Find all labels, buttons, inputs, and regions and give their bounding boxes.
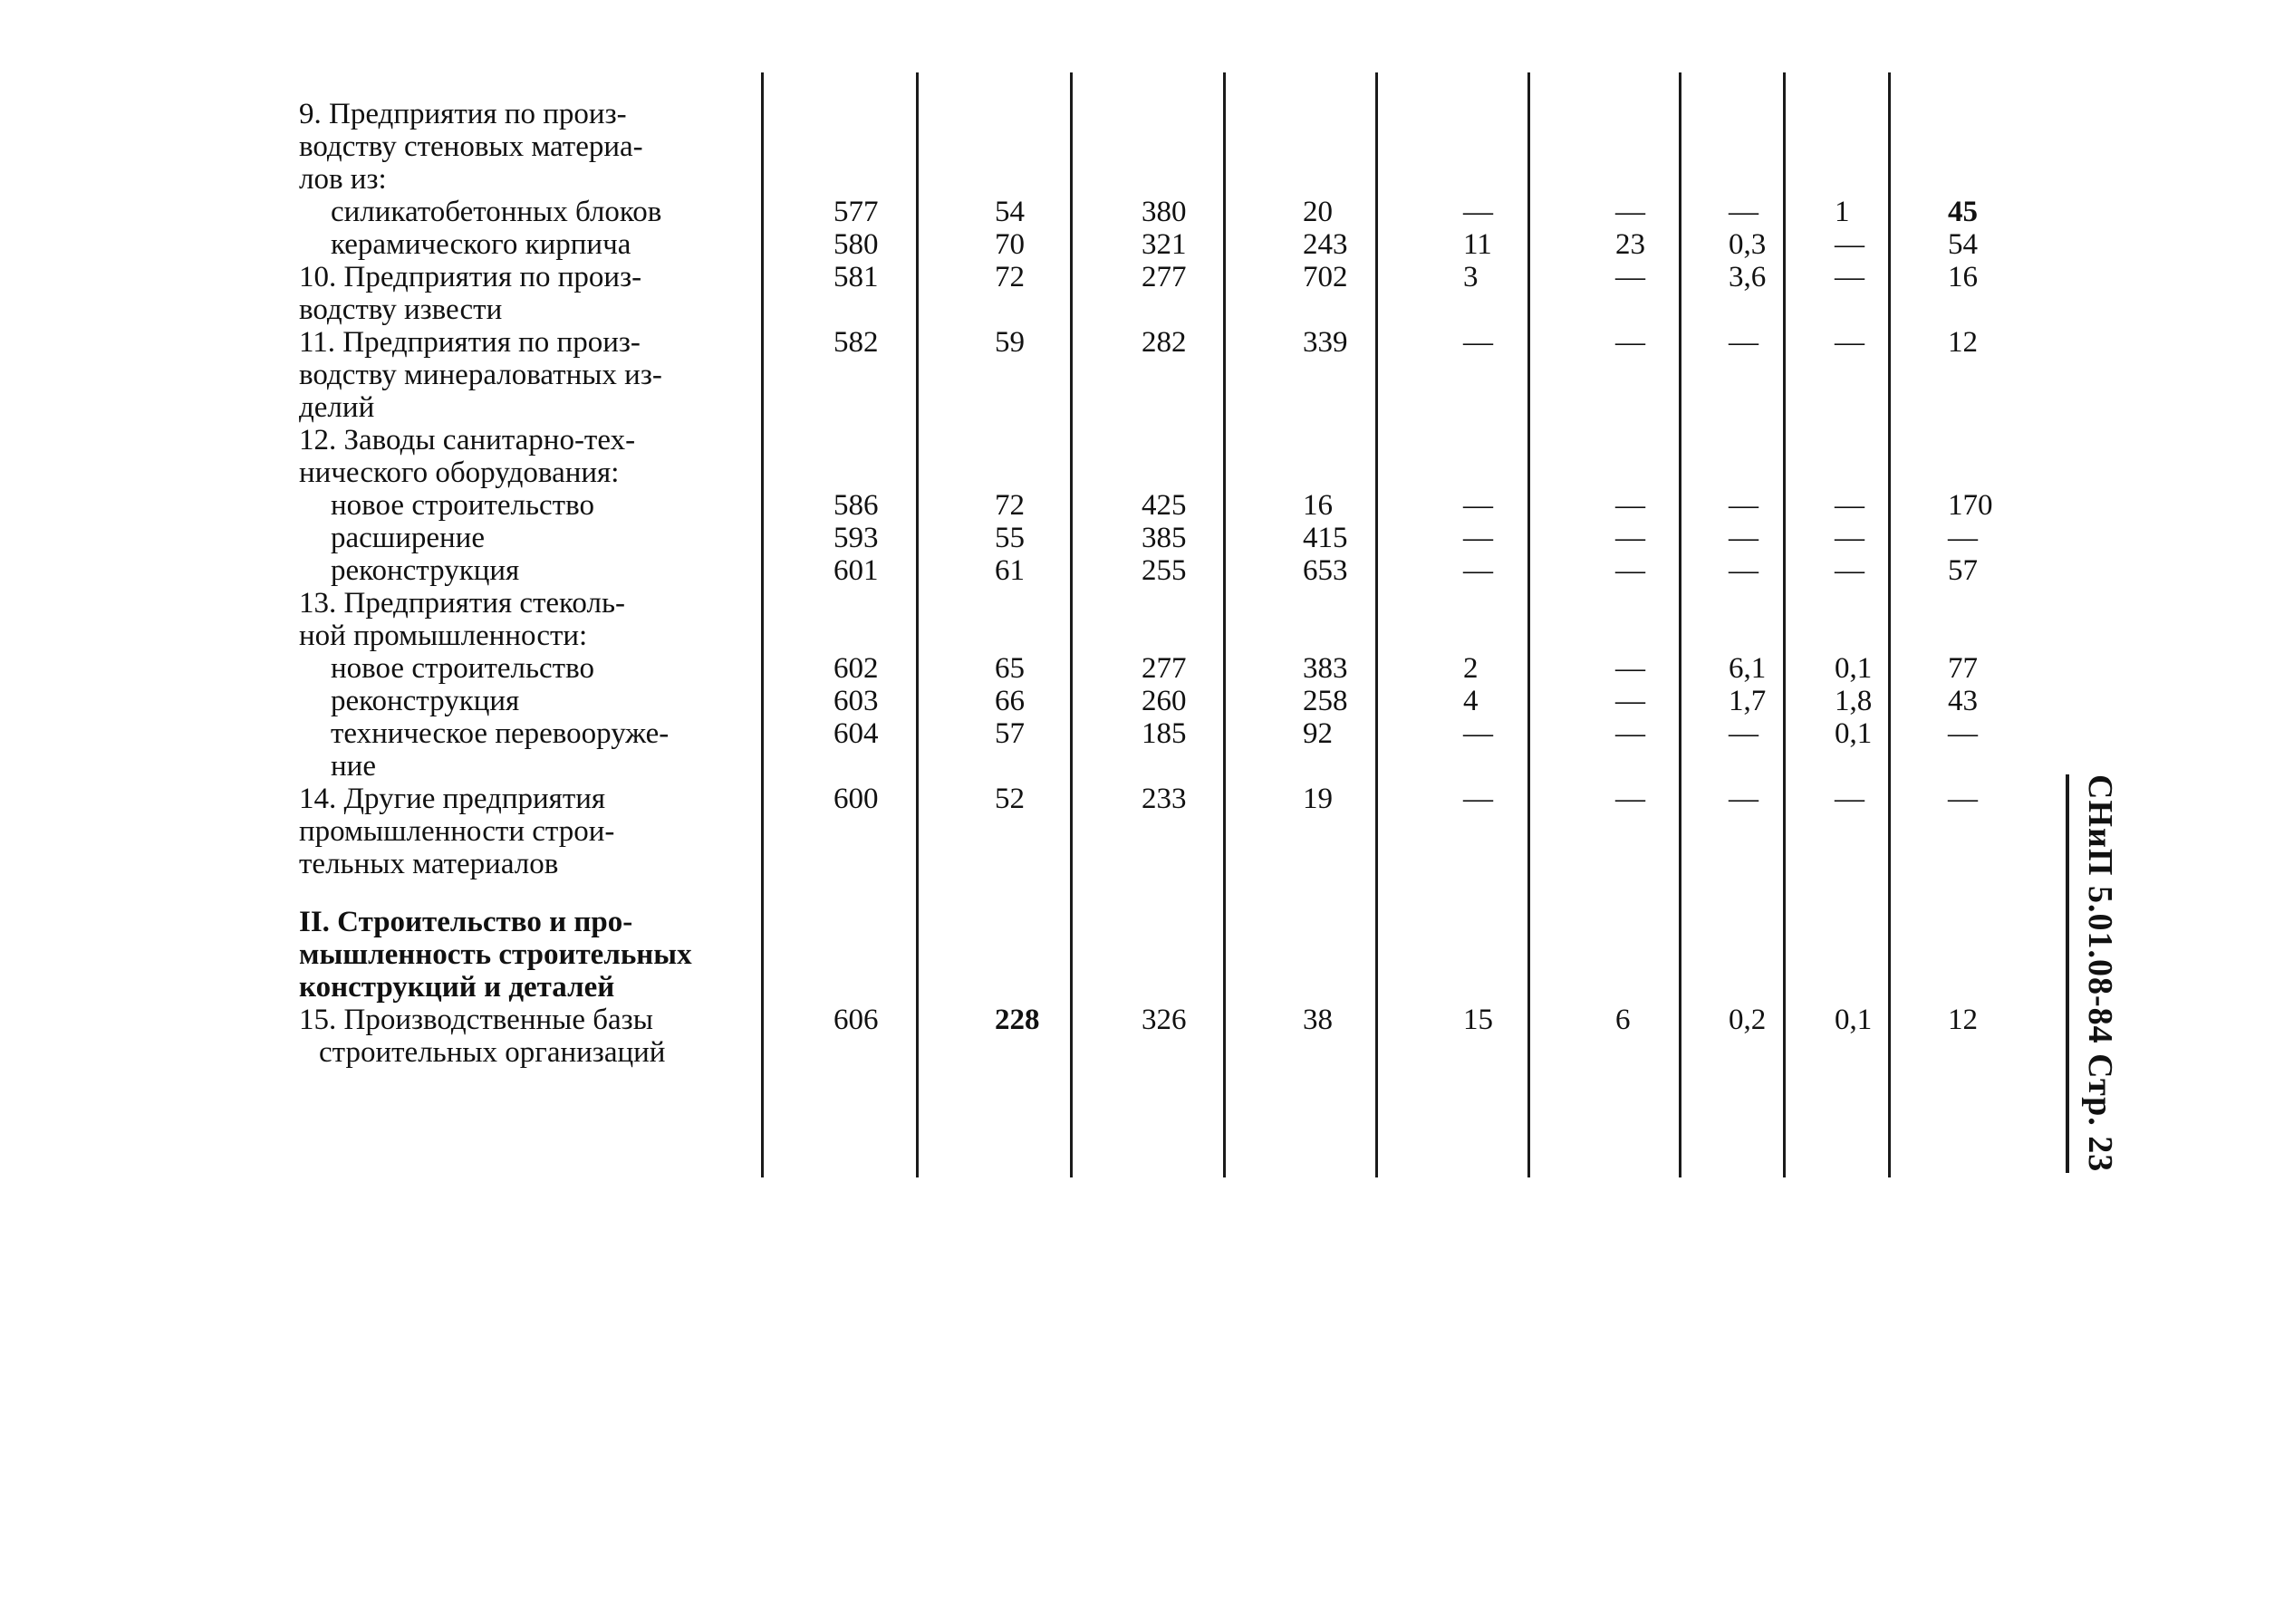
column-rule-7 xyxy=(1679,72,1681,1177)
row-label: ние xyxy=(331,750,376,783)
row-label: делий xyxy=(299,391,375,424)
row-label: водству минераловатных из- xyxy=(299,359,662,391)
row-label: водству извести xyxy=(299,293,503,326)
column-rule-2 xyxy=(916,72,919,1177)
row-label: конструкций и деталей xyxy=(299,971,615,1004)
column-rule-9 xyxy=(1888,72,1891,1177)
row-label: реконструкция xyxy=(331,685,520,717)
column-rule-4 xyxy=(1223,72,1226,1177)
side-stamp-text: СНиП 5.01.08-84 Стр. 23 xyxy=(2081,774,2119,1173)
row-label: водству стеновых материа- xyxy=(299,130,643,163)
row-label: промышленности строи- xyxy=(299,815,615,848)
document-page: 9. Предприятия по произ- водству стеновых материа- лов из: силикатобетонных блоков 577 54 380 20 — — — 1 45 керамического кирпича 580 70 321 243 11 23 0,3 — 54 10. Предприятия по произ- 581 72 277 702 3 — 3,6 — 16 водству извести 11. Предприятия по произ- 582 59 282 339 — — — — 12 водству минераловатных из- делий 12. Заводы санитарно-тех- нического оборудования: новое строительство 586 72 425 16 — — — — 170 расширение 593 55 385 415 — — — — — реконструкция 601 61 255 653 — — — — 57 13. Предприятия стеколь- ной промышленности: новое строительство 602 65 277 383 2 — 6,1 0,1 77 реконструкция 603 66 260 258 4 — 1,7 1,8 43 техническое перевооруже- 604 57 185 92 — — — 0,1 — ние 14. Другие предприятия 600 52 233 19 — — — — — промышленности строи- тельных материалов II. Строительство и про- мышленность строительных конструкций и деталей 15. Производственные базы 606 228 326 38 15 6 0,2 0,1 12 строительных организаций СНиП 5.01.08-84 Стр. 23 xyxy=(0,0,2274,1624)
row-label: 12. Заводы санитарно-тех- xyxy=(299,424,636,456)
row-label: новое строительство xyxy=(331,652,594,685)
column-rule-5 xyxy=(1375,72,1378,1177)
row-label: новое строительство xyxy=(331,489,594,522)
row-label: керамического кирпича xyxy=(331,228,631,261)
row-label: мышленность строительных xyxy=(299,938,692,971)
row-label: 14. Другие предприятия xyxy=(299,783,606,815)
column-rule-1 xyxy=(761,72,764,1177)
row-label: 9. Предприятия по произ- xyxy=(299,98,627,130)
row-label: 13. Предприятия стеколь- xyxy=(299,587,625,620)
row-label: тельных материалов xyxy=(299,848,559,880)
row-label: строительных организаций xyxy=(319,1036,666,1069)
row-label: 15. Производственные базы xyxy=(299,1004,653,1036)
row-label: расширение xyxy=(331,522,485,554)
row-label: реконструкция xyxy=(331,554,520,587)
row-label: техническое перевооруже- xyxy=(331,717,670,750)
column-rule-8 xyxy=(1783,72,1786,1177)
row-label: ной промышленности: xyxy=(299,620,588,652)
row-label: нического оборудования: xyxy=(299,456,620,489)
row-label: 10. Предприятия по произ- xyxy=(299,261,642,293)
row-label: 11. Предприятия по произ- xyxy=(299,326,641,359)
row-label: II. Строительство и про- xyxy=(299,906,633,938)
row-label: лов из: xyxy=(299,163,387,196)
column-rule-6 xyxy=(1527,72,1530,1177)
column-rule-3 xyxy=(1070,72,1073,1177)
row-label: силикатобетонных блоков xyxy=(331,196,662,228)
